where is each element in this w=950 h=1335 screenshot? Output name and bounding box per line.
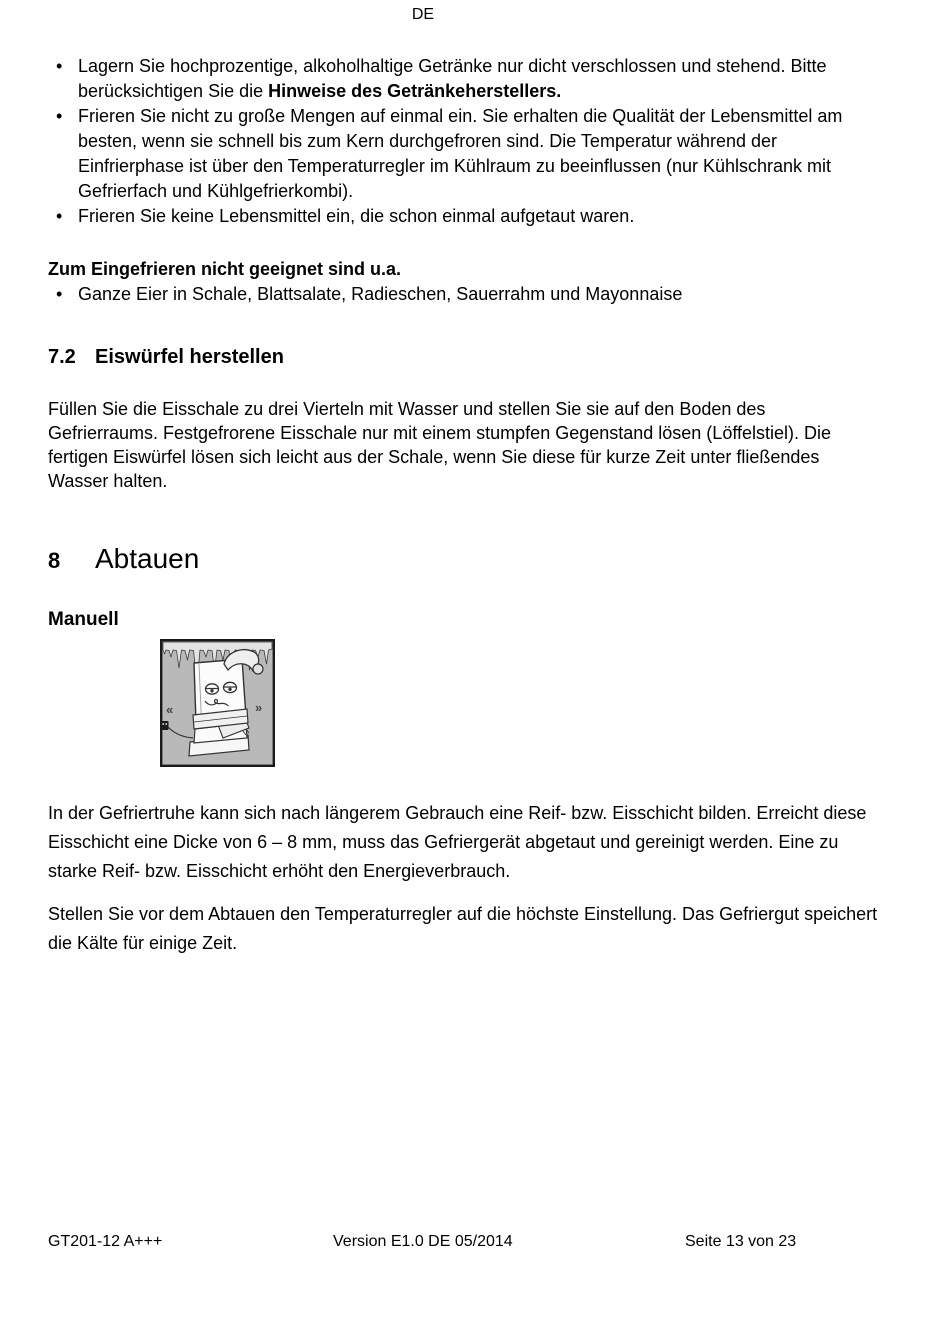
- footer-page-number: Seite 13 von 23: [685, 1233, 797, 1250]
- left-pupil: [210, 689, 213, 692]
- frozen-freezer-cartoon-image: [160, 639, 275, 767]
- language-header: DE: [411, 6, 435, 23]
- list-item-text-normal: Lagern Sie hochprozentige, alkoholhaltige Getränke nur dicht verschlossen und stehend. Bitte berücksichtigen Sie die: [78, 56, 827, 101]
- defrost-cartoon-illustration: [160, 639, 275, 767]
- list-item-text-bold: Hinweise des Getränkeherstellers.: [268, 81, 562, 101]
- nightcap-pompom: [253, 664, 263, 674]
- section-7-2-paragraph: Füllen Sie die Eisschale zu drei Vierteln mit Wasser und stellen Sie sie auf den Boden des Gefrierraums. Festgefrorene Eisschale nur mit einem stumpfen Gegenstand lösen (Löffelstiel). Die fertigen Eiswürfel lösen sich leicht aus der Schale, wenn Sie diese für kurze Zeit unter fließendes Wasser halten.: [48, 399, 832, 491]
- list-item-text: Frieren Sie nicht zu große Mengen auf einmal ein. Sie erhalten die Qualität der Lebensmittel am besten, wenn sie schnell bis zum Kern durchgefroren sind. Die Temperatur während der Einfrierphase ist über den Temperaturregler im Kühlraum zu beeinflussen (nur Kühlschrank mit Gefrierfach und Kühlgefrierkombi).: [78, 106, 843, 201]
- page-content: [48, 0, 880, 958]
- manual-subheading: Manuell: [48, 609, 119, 630]
- bullet-icon: •: [56, 56, 63, 76]
- list-item: [48, 282, 880, 307]
- right-pupil: [228, 688, 231, 691]
- bullet-icon: •: [56, 106, 63, 126]
- plug-pin: [165, 723, 167, 725]
- section-heading-7-2: [48, 346, 880, 369]
- power-plug-icon: [161, 721, 169, 730]
- vibration-left-glyph: «: [166, 702, 174, 717]
- section-title: Abtauen: [95, 543, 200, 574]
- section-number: 7.2: [48, 346, 76, 368]
- defrost-paragraph-2: Stellen Sie vor dem Abtauen den Temperaturregler auf die höchste Einstellung. Das Gefriergut speichert die Kälte für einige Zeit.: [48, 904, 878, 953]
- section-heading-8: [48, 543, 880, 577]
- list-item: [48, 54, 880, 104]
- vibration-right-glyph: »: [255, 700, 263, 715]
- defrost-paragraph-1: In der Gefriertruhe kann sich nach längerem Gebrauch eine Reif- bzw. Eisschicht bilden. Erreicht diese Eisschicht eine Dicke von 6 – 8 mm, muss das Gefriergerät abgetaut und gereinigt werden. Eine zu starke Reif- bzw. Eisschicht erhöht den Energieverbrauch.: [48, 803, 867, 881]
- bullet-icon: •: [56, 284, 63, 304]
- freezing-tips-list: [48, 54, 880, 229]
- list-item: [48, 104, 880, 204]
- list-item: [48, 204, 880, 229]
- list-item-text: Ganze Eier in Schale, Blattsalate, Radieschen, Sauerrahm und Mayonnaise: [78, 284, 683, 304]
- not-suitable-heading: Zum Eingefrieren nicht geeignet sind u.a.: [48, 259, 402, 279]
- section-title: Eiswürfel herstellen: [95, 346, 284, 368]
- list-item-text: [78, 54, 880, 104]
- section-number: 8: [48, 548, 61, 573]
- page-footer: [0, 1233, 950, 1255]
- plug-pin: [162, 723, 164, 725]
- list-item-text: Frieren Sie keine Lebensmittel ein, die schon einmal aufgetaut waren.: [78, 206, 635, 226]
- bullet-icon: •: [56, 206, 63, 226]
- footer-version: Version E1.0 DE 05/2014: [333, 1233, 513, 1250]
- footer-model-number: GT201-12 A+++: [48, 1233, 163, 1250]
